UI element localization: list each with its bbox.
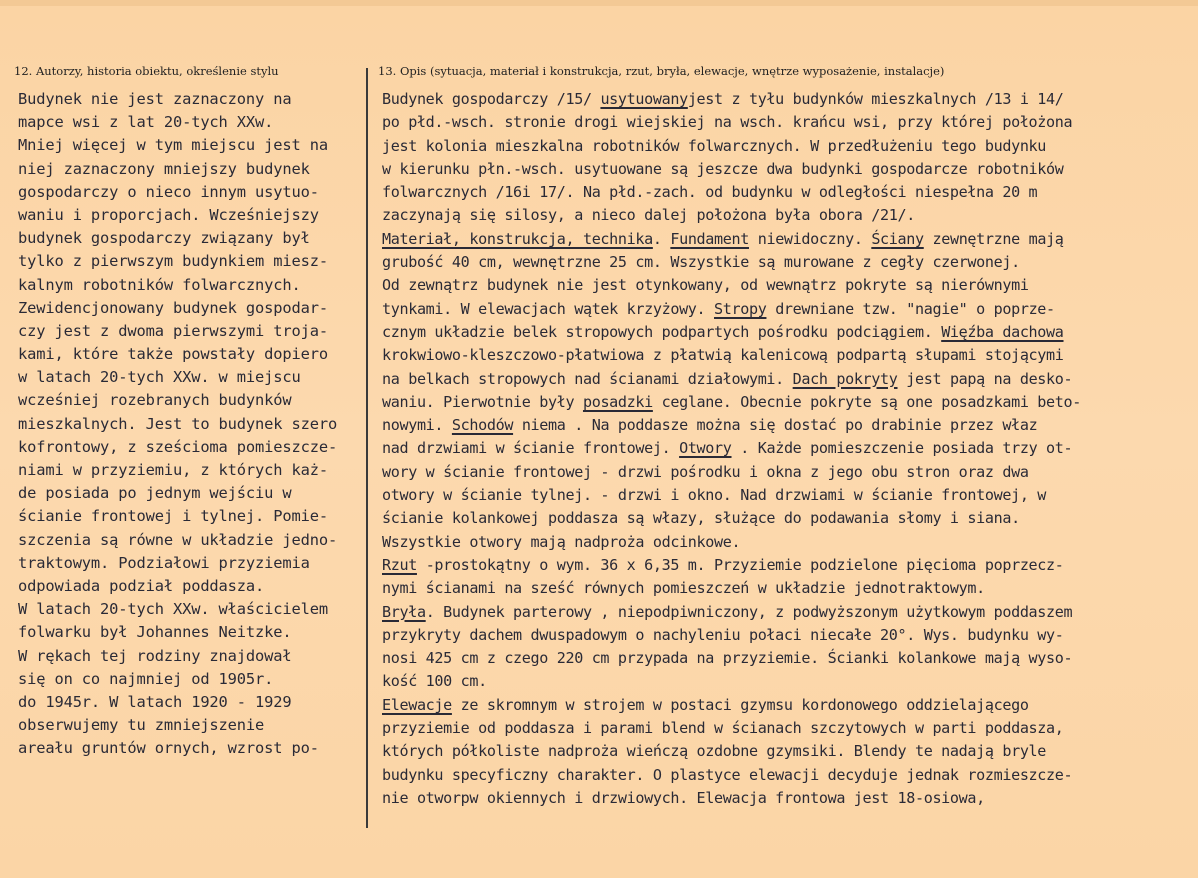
description-text-line bbox=[382, 507, 1182, 530]
description-text-line bbox=[382, 344, 1182, 367]
text-segment: Od zewnątrz budynek nie jest otynkowany, od wewnątrz pokryte są nierównymi bbox=[382, 276, 1029, 295]
text-segment: -prostokątny o wym. 36 x 6,35 m. Przyziemie podzielone pięcioma poprzecz- bbox=[416, 555, 1064, 574]
description-text-line bbox=[382, 601, 1182, 624]
description-text-line bbox=[382, 135, 1182, 158]
text-segment: zaczynają się silosy, a nieco dalej położona była obora /21/. bbox=[382, 206, 915, 225]
history-text-line: budynek gospodarczy związany był bbox=[18, 229, 310, 248]
history-text-line: W rękach tej rodziny znajdował bbox=[18, 646, 292, 665]
text-segment: folwarcznych /16i 17/. Na płd.-zach. od budynku w odległości niespełna 20 m bbox=[382, 183, 1038, 202]
history-text-line: do 1945r. W latach 1920 - 1929 bbox=[18, 692, 292, 711]
underlined-term: usytuowany bbox=[600, 90, 688, 108]
text-segment: . Każde pomieszczenie posiada trzy ot- bbox=[731, 439, 1073, 458]
text-segment: nowymi. bbox=[382, 416, 452, 435]
underlined-term: Otwory bbox=[679, 439, 732, 458]
section-12-heading: 12. Autorzy, historia obiektu, określenie stylu bbox=[14, 64, 279, 78]
description-text-line bbox=[382, 717, 1182, 740]
history-text-line: W latach 20-tych XXw. właścicielem bbox=[18, 600, 328, 619]
text-segment: nymi ścianami na sześć równych pomieszczeń w układzie jednotraktowym. bbox=[382, 579, 985, 598]
history-text-line: Mniej więcej w tym miejscu jest na bbox=[18, 136, 328, 155]
text-segment: Wszystkie otwory mają nadproża odcinkowe. bbox=[382, 532, 741, 551]
history-text-line: ścianie frontowej i tylnej. Pomie- bbox=[18, 507, 328, 526]
history-text-line: mapce wsi z lat 20-tych XXw. bbox=[18, 113, 274, 132]
text-segment: na belkach stropowych nad ścianami działowymi. bbox=[382, 369, 793, 388]
description-text-line bbox=[382, 414, 1182, 437]
description-text-line bbox=[382, 531, 1182, 554]
description-text-line bbox=[382, 554, 1182, 577]
description-text-line bbox=[382, 764, 1182, 787]
description-text-line bbox=[382, 251, 1182, 274]
text-segment: waniu. Pierwotnie były bbox=[382, 392, 583, 411]
history-text-line: obserwujemy tu zmniejszenie bbox=[18, 716, 265, 735]
text-segment: nosi 425 cm z czego 220 cm przypada na przyziemie. Ścianki kolankowe mają wyso- bbox=[382, 649, 1073, 668]
text-segment: drewniane tzw. "nagie" o poprze- bbox=[766, 299, 1055, 318]
description-text-line bbox=[382, 298, 1182, 321]
history-text-line: odpowiada podział poddasza. bbox=[18, 576, 265, 595]
text-segment: ceglane. Obecnie pokryte są one posadzkami beto- bbox=[652, 392, 1081, 411]
underlined-term: Stropy bbox=[714, 299, 767, 318]
underlined-term: Elewacje bbox=[382, 695, 452, 714]
underlined-term: Bryła bbox=[382, 602, 426, 621]
description-column bbox=[382, 88, 1182, 810]
underlined-term: Schodów bbox=[451, 416, 514, 435]
top-edge bbox=[0, 0, 1198, 6]
description-text-line bbox=[382, 647, 1182, 670]
history-text-line: kofrontowy, z sześcioma pomieszcze- bbox=[18, 437, 338, 456]
history-text-line: niej zaznaczony mniejszy budynek bbox=[18, 159, 310, 178]
description-text-line bbox=[382, 321, 1182, 344]
description-text-line bbox=[382, 158, 1182, 181]
underlined-term: Rzut bbox=[382, 555, 417, 574]
text-segment: krokwiowo-kleszczowo-płatwiowa z płatwią kalenicową podpartą słupami stojącymi bbox=[382, 346, 1064, 365]
text-segment: nad drzwiami w ścianie frontowej. bbox=[382, 439, 680, 458]
text-segment: niewidoczny. bbox=[748, 229, 872, 248]
text-segment: jest z tyłu budynków mieszkalnych /13 i 14/ bbox=[687, 90, 1064, 108]
text-segment: kość 100 cm. bbox=[382, 672, 487, 691]
history-text-line: w latach 20-tych XXw. w miejscu bbox=[18, 368, 301, 387]
history-text-line: kami, które także powstały dopiero bbox=[18, 345, 328, 364]
underlined-term: Ściany bbox=[871, 229, 924, 248]
history-text-line: de posiada po jednym wejściu w bbox=[18, 484, 292, 503]
text-segment: . Budynek parterowy , niepodpiwniczony, z podwyższonym użytkowym poddaszem bbox=[425, 602, 1073, 621]
description-text-line bbox=[382, 437, 1182, 460]
text-segment: w kierunku płn.-wsch. usytuowane są jeszcze dwa budynki gospodarcze robotników bbox=[382, 159, 1064, 178]
history-text-line: folwarku był Johannes Neitzke. bbox=[18, 623, 292, 642]
text-segment: tynkami. W elewacjach wątek krzyżowy. bbox=[382, 299, 715, 318]
text-segment: zewnętrzne mają bbox=[923, 229, 1064, 248]
history-text-line: niami w przyziemiu, z których każ- bbox=[18, 461, 328, 479]
history-text-line: waniu i proporcjach. Wcześniejszy bbox=[18, 205, 319, 224]
description-text-line bbox=[382, 787, 1182, 810]
text-segment: nie otworpw okiennych i drzwiowych. Elewacja frontowa jest 18-osiowa, bbox=[382, 788, 985, 807]
history-text-line: Budynek nie jest zaznaczony na bbox=[18, 90, 292, 108]
text-segment: wory w ścianie frontowej - drzwi pośrodku i okna z jego obu stron oraz dwa bbox=[382, 462, 1029, 481]
history-text-line: się on co najmniej od 1905r. bbox=[18, 669, 274, 688]
text-segment: Budynek gospodarczy /15/ bbox=[382, 90, 601, 108]
description-text-line bbox=[382, 577, 1182, 600]
text-segment: . bbox=[652, 229, 671, 248]
history-text-line: areału gruntów ornych, wzrost po- bbox=[18, 739, 319, 758]
description-text-line bbox=[382, 111, 1182, 134]
text-segment: jest kolonia mieszkalna robotników folwarcznych. W przedłużeniu tego budynku bbox=[382, 136, 1047, 155]
history-text-line: czy jest z dwoma pierwszymi troja- bbox=[18, 321, 328, 340]
text-segment: po płd.-wsch. stronie drogi wiejskiej na wsch. krańcu wsi, przy której położona bbox=[382, 113, 1073, 132]
description-text-line bbox=[382, 461, 1182, 484]
history-text-line: tylko z pierwszym budynkiem miesz- bbox=[18, 252, 328, 271]
description-text-line bbox=[382, 204, 1182, 227]
history-text-line: kalnym robotników folwarcznych. bbox=[18, 275, 301, 294]
history-text-line: mieszkalnych. Jest to budynek szero bbox=[18, 414, 338, 433]
text-segment: przykryty dachem dwuspadowym o nachyleniu połaci niecałe 20°. Wys. budynku wy- bbox=[382, 625, 1064, 644]
description-text-line bbox=[382, 484, 1182, 507]
history-text-line: Zewidencjonowany budynek gospodar- bbox=[18, 298, 328, 317]
text-segment: jest papą na desko- bbox=[897, 369, 1073, 388]
description-text-line bbox=[382, 391, 1182, 414]
underlined-term: Dach pokryty bbox=[792, 369, 898, 388]
text-segment: przyziemie od poddasza i parami blend w ścianach szczytowych w parti poddasza, bbox=[382, 719, 1064, 738]
text-segment: których półkoliste nadproża wieńczą ozdobne gzymsiki. Blendy te nadają bryle bbox=[382, 742, 1047, 761]
history-text-line: gospodarczy o nieco innym usytuo- bbox=[18, 182, 319, 201]
history-text-line: szczenia są równe w układzie jedno- bbox=[18, 530, 338, 549]
description-text-line bbox=[382, 228, 1182, 251]
underlined-term: Materiał, konstrukcja, technika bbox=[382, 229, 653, 248]
underlined-term: posadzki bbox=[582, 392, 653, 411]
description-text-line bbox=[382, 274, 1182, 297]
text-segment: niema . Na poddasze można się dostać po drabinie przez właz bbox=[513, 416, 1038, 435]
section-13-heading: 13. Opis (sytuacja, materiał i konstrukcja, rzut, bryła, elewacje, wnętrze wyposażenie, instalacje) bbox=[378, 64, 945, 78]
description-text-line bbox=[382, 740, 1182, 763]
history-text-line: wcześniej rozebranych budynków bbox=[18, 391, 292, 410]
description-text-line bbox=[382, 694, 1182, 717]
description-text-line bbox=[382, 670, 1182, 693]
description-text-line bbox=[382, 368, 1182, 391]
text-segment: otwory w ścianie tylnej. - drzwi i okno. Nad drzwiami w ścianie frontowej, w bbox=[382, 486, 1047, 505]
description-text-line bbox=[382, 88, 1182, 111]
column-divider bbox=[366, 68, 368, 828]
text-segment: cznym układzie belek stropowych podpartych pośrodku podciągiem. bbox=[382, 322, 942, 341]
history-column bbox=[18, 88, 363, 760]
text-segment: grubość 40 cm, wewnętrzne 25 cm. Wszystkie są murowane z cegły czerwonej. bbox=[382, 253, 1020, 272]
underlined-term: Więźba dachowa bbox=[941, 322, 1064, 341]
text-segment: budynku specyficzny charakter. O plastyce elewacji decyduje jednak rozmieszcze- bbox=[382, 765, 1073, 784]
underlined-term: Fundament bbox=[670, 229, 749, 248]
history-text-line: traktowym. Podziałowi przyziemia bbox=[18, 553, 310, 572]
text-segment: ścianie kolankowej poddasza są włazy, służące do podawania słomy i siana. bbox=[382, 509, 1020, 528]
description-text-line bbox=[382, 624, 1182, 647]
text-segment: ze skromnym w strojem w postaci gzymsu kordonowego oddzielającego bbox=[451, 695, 1029, 714]
description-text-line bbox=[382, 181, 1182, 204]
